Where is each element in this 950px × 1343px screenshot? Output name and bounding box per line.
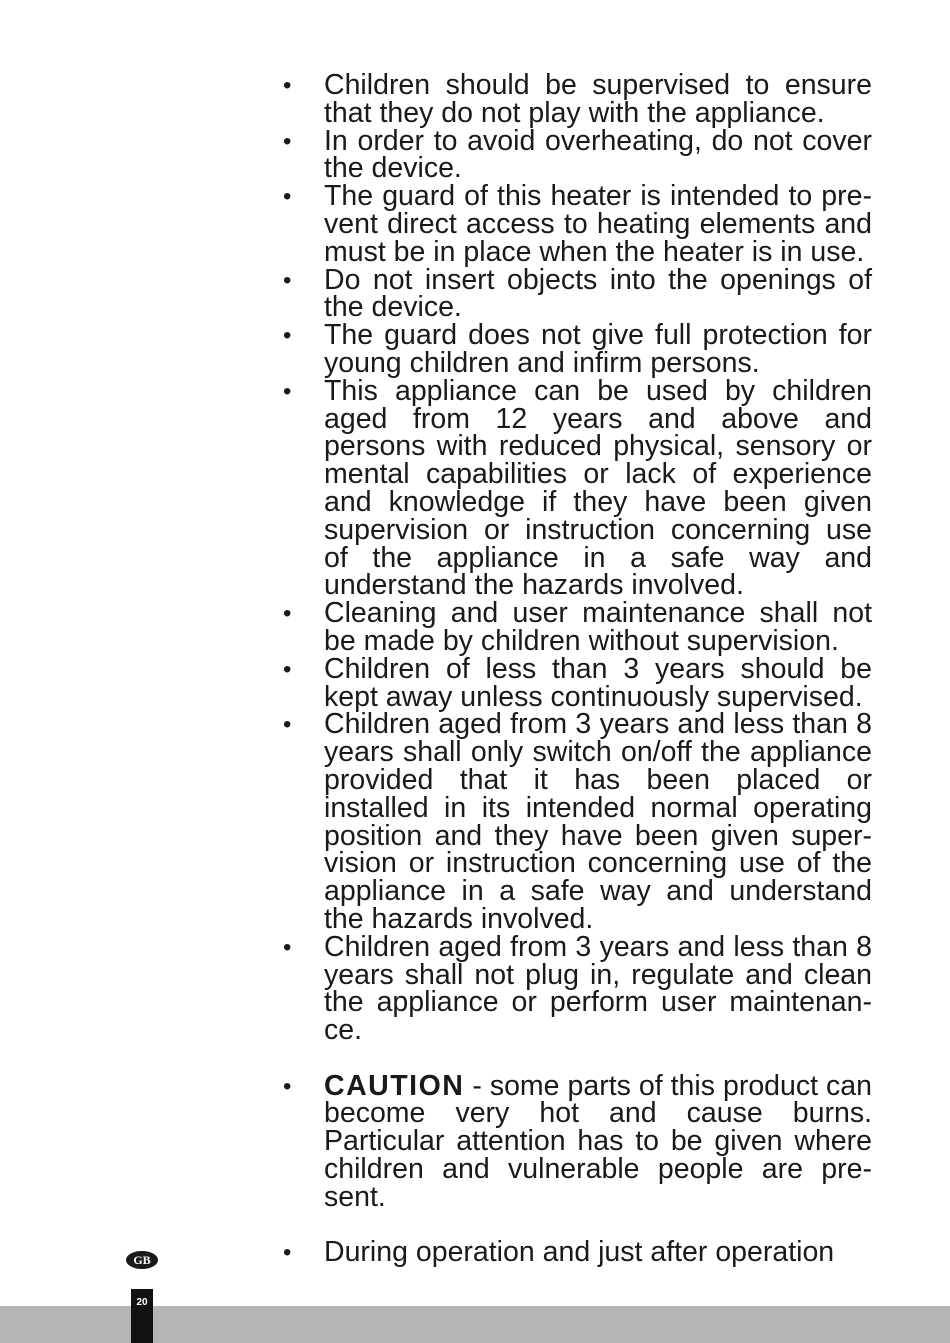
bullet: •: [283, 377, 292, 405]
bullet: •: [283, 655, 292, 683]
caution-item: [280, 1069, 872, 1213]
bullet: •: [283, 183, 292, 211]
bullet: •: [283, 127, 292, 155]
item-text: This appliance can be used by children aged from 12 years and above and persons with reduced physical, sensory or mental capabilities or lack of experience and knowledge if they have been given supervision or instruction concerning use of the appliance in a safe way and understand the hazards involved.: [324, 374, 872, 602]
item-text: Children should be supervised to ensure that they do not play with the appliance.: [324, 69, 872, 129]
item-text: During operation and just after operation: [324, 1236, 835, 1269]
list-item: [280, 1236, 872, 1269]
page-number-tab: [131, 1289, 153, 1343]
bullet: •: [283, 322, 292, 350]
item-text: Children of less than 3 years should be kept away unless continuously supervised.: [324, 652, 872, 713]
bullet: •: [283, 1072, 292, 1100]
item-text: Children aged from 3 years and less than 8 years shall only switch on/off the appliance provided that it has been placed or installed in its intended normal operating position and they have been given supervision or instruction concerning use of the appliance in a safe way and understand the hazards involved.: [324, 708, 872, 935]
instructions-list: [280, 69, 872, 1269]
list-item: [280, 319, 872, 379]
caution-text: - some parts of this product can become very hot and cause burns. Particular attention has to be given where children and vulnerable people are present.: [324, 1069, 872, 1213]
bullet: •: [283, 72, 292, 99]
caution-label: CAUTION: [324, 1069, 465, 1102]
item-text: Children aged from 3 years and less than 8 years shall not plug in, regulate and clean the appliance or perform user maintenance.: [324, 930, 872, 1047]
bullet: •: [283, 1239, 292, 1267]
bullet: •: [283, 711, 292, 739]
list-item: [280, 263, 872, 324]
item-text: The guard of this heater is intended to prevent direct access to heating elements and must be in place when the heater is in use.: [324, 180, 872, 268]
page-number: 20: [136, 1297, 148, 1308]
list-item: [280, 69, 872, 129]
bullet: •: [283, 933, 292, 961]
list-item: [280, 124, 872, 185]
list-item: [280, 930, 872, 1047]
list-item: [280, 374, 872, 602]
item-text: Cleaning and user maintenance shall not be made by children without supervision.: [324, 597, 872, 657]
bullet: •: [283, 266, 292, 294]
item-text: The guard does not give full protection for young children and infirm persons.: [324, 319, 872, 379]
language-badge: GB: [126, 1251, 158, 1269]
list-item: [280, 708, 872, 935]
item-text: Do not insert objects into the openings of the device.: [324, 263, 872, 324]
list-item: [280, 597, 872, 657]
list-item: [280, 652, 872, 713]
list-item: [280, 180, 872, 268]
item-text: In order to avoid overheating, do not cover the device.: [324, 124, 872, 185]
bullet: •: [283, 600, 292, 628]
